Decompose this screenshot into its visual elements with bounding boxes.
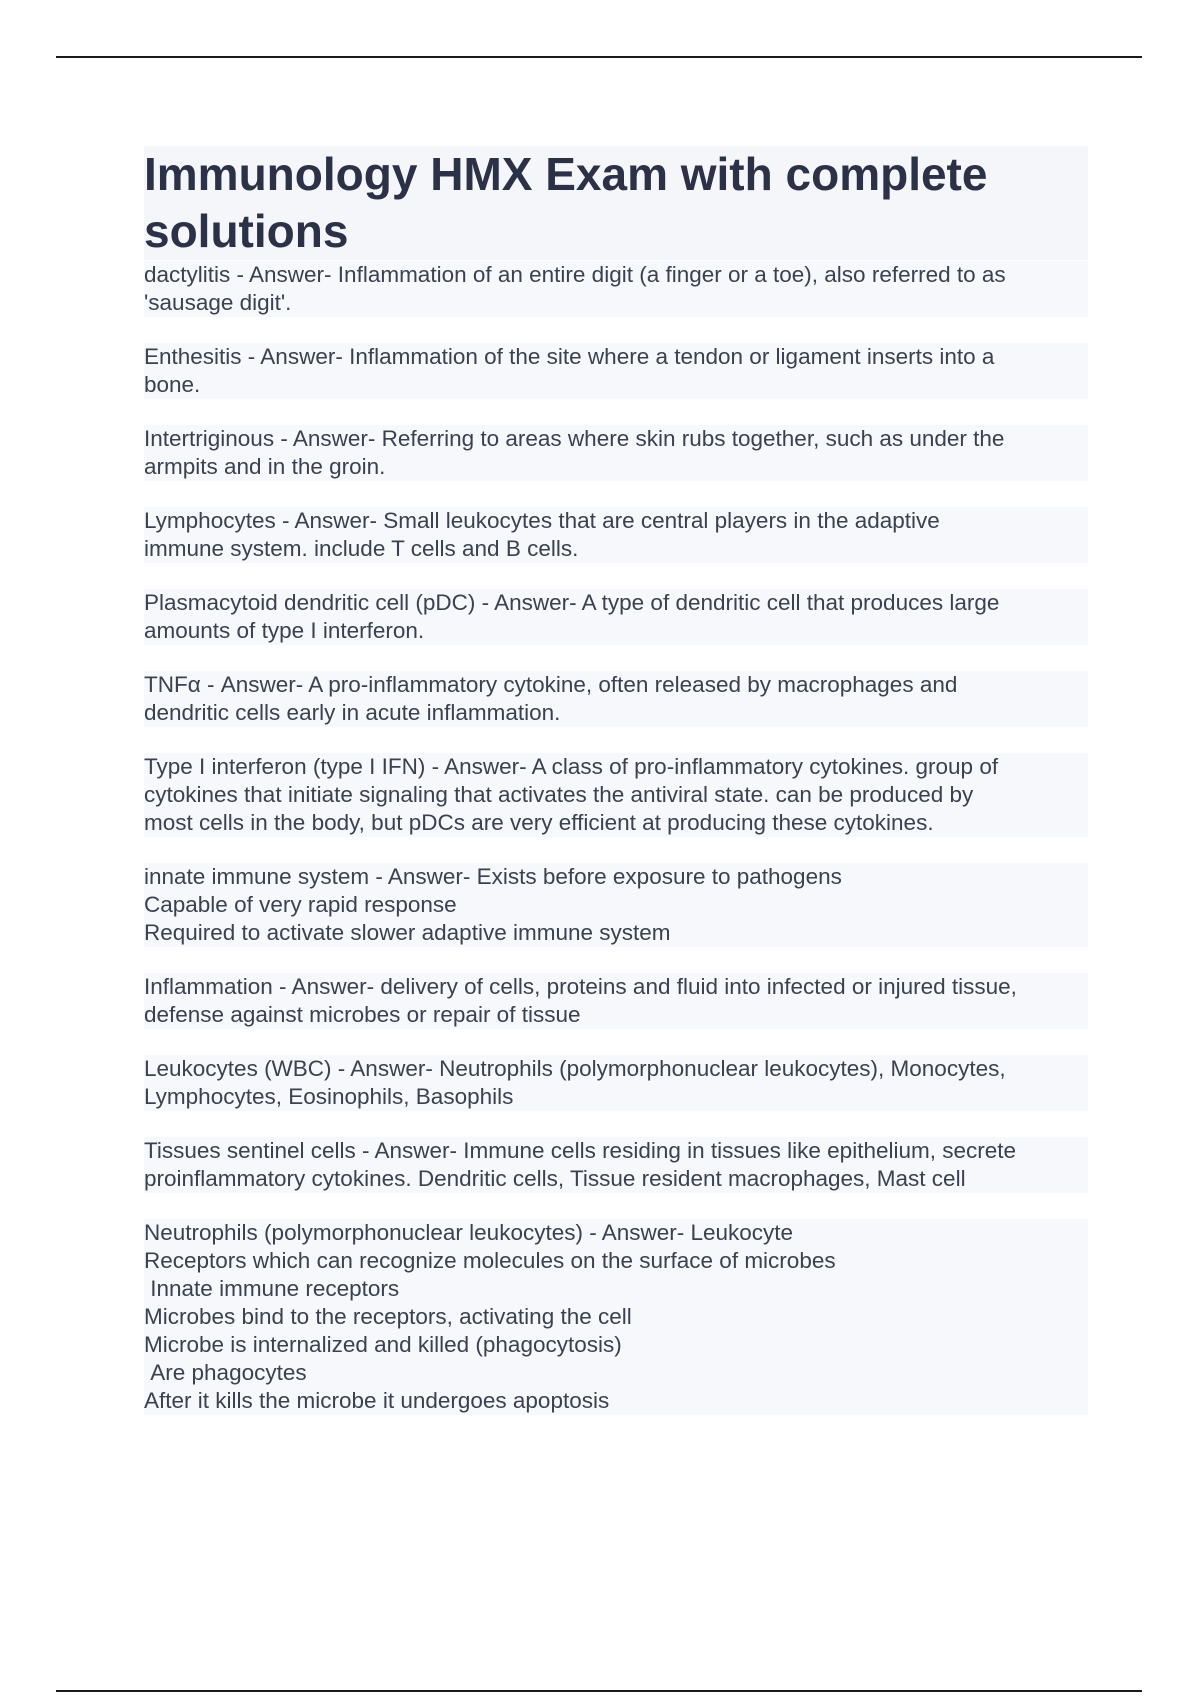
entry-line: innate immune system - Answer- Exists before exposure to pathogens bbox=[144, 864, 842, 889]
entry-line: defense against microbes or repair of tissue bbox=[144, 1002, 581, 1027]
qa-entry bbox=[144, 1219, 1088, 1415]
entry-line: Inflammation - Answer- delivery of cells, proteins and fluid into infected or injured tissue, bbox=[144, 974, 1017, 999]
qa-entry bbox=[144, 973, 1088, 1029]
qa-entry bbox=[144, 671, 1088, 727]
entry-line: bone. bbox=[144, 372, 201, 397]
entry-line: Innate immune receptors bbox=[144, 1276, 400, 1301]
header-rule bbox=[56, 56, 1142, 58]
entry-line: Capable of very rapid response bbox=[144, 892, 457, 917]
entry-line: armpits and in the groin. bbox=[144, 454, 386, 479]
entry-line: Plasmacytoid dendritic cell (pDC) - Answer- A type of dendritic cell that produces large bbox=[144, 590, 1000, 615]
entry-line: proinflammatory cytokines. Dendritic cells, Tissue resident macrophages, Mast cell bbox=[144, 1166, 966, 1191]
qa-entry bbox=[144, 425, 1088, 481]
qa-entry bbox=[144, 589, 1088, 645]
qa-entry bbox=[144, 753, 1088, 837]
entry-line: Are phagocytes bbox=[144, 1360, 307, 1385]
entry-line: Lymphocytes - Answer- Small leukocytes that are central players in the adaptive bbox=[144, 508, 940, 533]
entry-line: After it kills the microbe it undergoes apoptosis bbox=[144, 1388, 610, 1413]
qa-entries bbox=[144, 261, 1088, 1415]
entry-line: most cells in the body, but pDCs are very efficient at producing these cytokines. bbox=[144, 810, 934, 835]
qa-entry bbox=[144, 1137, 1088, 1193]
entry-line: Microbes bind to the receptors, activating the cell bbox=[144, 1304, 632, 1329]
entry-line: Leukocytes (WBC) - Answer- Neutrophils (polymorphonuclear leukocytes), Monocytes, bbox=[144, 1056, 1006, 1081]
entry-line: Tissues sentinel cells - Answer- Immune cells residing in tissues like epithelium, secrete bbox=[144, 1138, 1017, 1163]
entry-line: Lymphocytes, Eosinophils, Basophils bbox=[144, 1084, 514, 1109]
entry-line: Receptors which can recognize molecules on the surface of microbes bbox=[144, 1248, 836, 1273]
entry-line: Microbe is internalized and killed (phagocytosis) bbox=[144, 1332, 622, 1357]
entry-line: cytokines that initiate signaling that activates the antiviral state. can be produced by bbox=[144, 782, 974, 807]
entry-line: dactylitis - Answer- Inflammation of an entire digit (a finger or a toe), also referred to as bbox=[144, 262, 1006, 287]
document-body bbox=[144, 146, 1088, 1441]
qa-entry bbox=[144, 1055, 1088, 1111]
qa-entry bbox=[144, 507, 1088, 563]
qa-entry bbox=[144, 863, 1088, 947]
entry-line: Enthesitis - Answer- Inflammation of the site where a tendon or ligament inserts into a bbox=[144, 344, 995, 369]
qa-entry bbox=[144, 261, 1088, 317]
entry-line: Type I interferon (type I IFN) - Answer- A class of pro-inflammatory cytokines. group of bbox=[144, 754, 999, 779]
document-title: Immunology HMX Exam with complete solutions bbox=[144, 146, 1088, 260]
entry-line: Required to activate slower adaptive immune system bbox=[144, 920, 671, 945]
entry-line: immune system. include T cells and B cells. bbox=[144, 536, 579, 561]
entry-line: TNFα - Answer- A pro-inflammatory cytokine, often released by macrophages and bbox=[144, 672, 958, 697]
entry-line: Neutrophils (polymorphonuclear leukocytes) - Answer- Leukocyte bbox=[144, 1220, 794, 1245]
entry-line: amounts of type I interferon. bbox=[144, 618, 425, 643]
footer-rule bbox=[56, 1690, 1142, 1692]
entry-line: Intertriginous - Answer- Referring to areas where skin rubs together, such as under the bbox=[144, 426, 1005, 451]
qa-entry bbox=[144, 343, 1088, 399]
entry-line: 'sausage digit'. bbox=[144, 290, 292, 315]
entry-line: dendritic cells early in acute inflammation. bbox=[144, 700, 561, 725]
